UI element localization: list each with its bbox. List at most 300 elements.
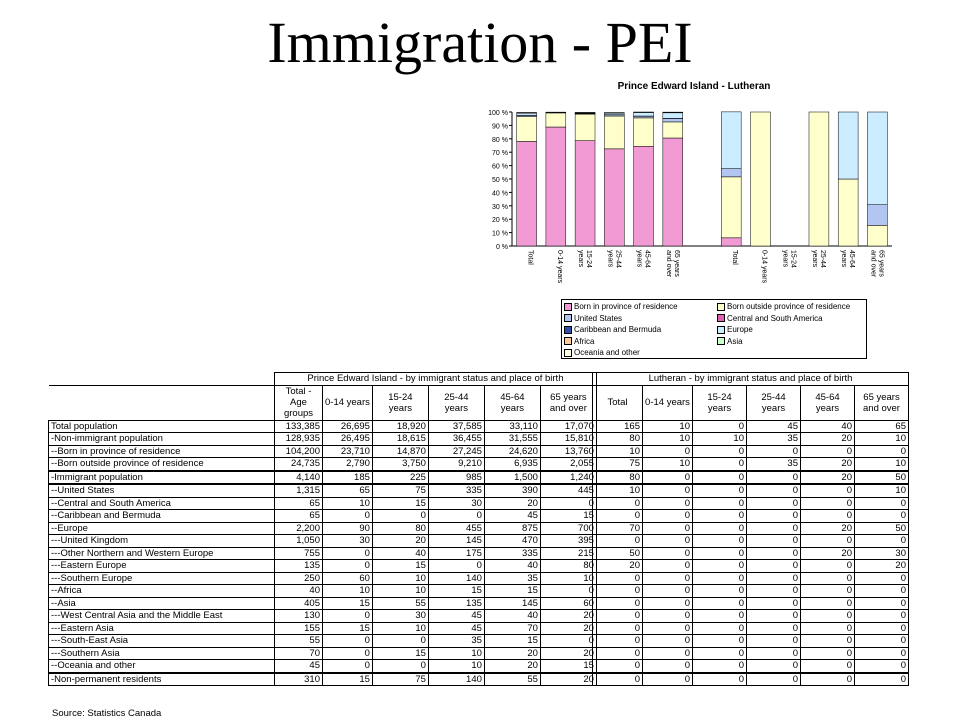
table-cell: 20 — [855, 560, 909, 573]
table-cell: 0 — [693, 445, 747, 458]
table-cell: 0 — [855, 647, 909, 660]
table-cell: 0 — [323, 510, 373, 523]
table-cell: 10 — [372, 585, 428, 598]
table-cell: 445 — [540, 484, 596, 497]
table-header-row — [49, 385, 597, 420]
table-cell: 0 — [801, 610, 855, 623]
column-header: 45-64 years — [484, 385, 540, 420]
table-row — [49, 597, 597, 610]
row-label: --United States — [49, 484, 275, 497]
table-cell: 9,210 — [428, 458, 484, 471]
table-cell: 24,620 — [484, 445, 540, 458]
table-cell: 0 — [747, 522, 801, 535]
legend-label: Oceania and other — [574, 348, 640, 357]
table-cell: 0 — [323, 547, 373, 560]
table-cell: 40 — [275, 585, 323, 598]
table-cell: 0 — [593, 660, 643, 673]
legend-item — [717, 313, 823, 325]
table-row — [593, 572, 909, 585]
bar-segment — [721, 112, 741, 169]
table-row — [593, 622, 909, 635]
table-cell: 80 — [593, 433, 643, 446]
table-header-row — [593, 385, 909, 420]
table-cell: 60 — [323, 572, 373, 585]
table-cell: 80 — [593, 471, 643, 485]
column-header: 15-24 years — [372, 385, 428, 420]
x-tick-label: Total — [731, 250, 739, 265]
table-cell: 0 — [643, 547, 693, 560]
table-cell: 10 — [643, 458, 693, 471]
table-cell: 0 — [693, 673, 747, 686]
table-cell: 20 — [801, 471, 855, 485]
table-cell: 185 — [323, 471, 373, 485]
table-cell: 0 — [643, 647, 693, 660]
table-cell: 135 — [275, 560, 323, 573]
table-cell: 20 — [593, 560, 643, 573]
table-cell: 0 — [801, 660, 855, 673]
table-cell: 20 — [801, 547, 855, 560]
x-tick-label: 45-64years — [635, 250, 651, 268]
table-cell: 15 — [540, 660, 596, 673]
table-cell: 65 — [323, 484, 373, 497]
table-row — [593, 610, 909, 623]
bar-segment — [663, 118, 683, 121]
table-cell: 55 — [275, 635, 323, 648]
legend-item — [564, 301, 678, 313]
row-label: Total population — [49, 420, 275, 433]
table-cell: 0 — [801, 484, 855, 497]
table-cell: 65 — [275, 510, 323, 523]
table-cell: 14,870 — [372, 445, 428, 458]
table-cell: 75 — [372, 673, 428, 686]
table-row — [49, 497, 597, 510]
row-label: --Caribbean and Bermuda — [49, 510, 275, 523]
table-cell: 0 — [428, 510, 484, 523]
bar-segment — [867, 225, 887, 246]
table-cell: 875 — [484, 522, 540, 535]
table-cell: 0 — [693, 497, 747, 510]
table-cell: 45 — [428, 610, 484, 623]
table-cell: 10 — [323, 497, 373, 510]
table-row — [593, 433, 909, 446]
bar-segment — [721, 177, 741, 238]
table-cell: 31,555 — [484, 433, 540, 446]
table-cell: 0 — [801, 673, 855, 686]
table-cell: 15 — [484, 635, 540, 648]
column-header: 65 years and over — [540, 385, 596, 420]
table-cell: 70 — [484, 622, 540, 635]
table-cell: 0 — [693, 647, 747, 660]
x-tick-label: 0-14 years — [555, 250, 563, 284]
table-cell: 45 — [747, 420, 801, 433]
table-cell: 18,615 — [372, 433, 428, 446]
table-cell: 0 — [593, 497, 643, 510]
table-cell: 455 — [428, 522, 484, 535]
legend-label: Asia — [727, 336, 743, 346]
table-cell: 0 — [643, 535, 693, 548]
table-cell: 130 — [275, 610, 323, 623]
table-cell: 390 — [484, 484, 540, 497]
table-cell: 1,240 — [540, 471, 596, 485]
table-cell: 6,935 — [484, 458, 540, 471]
table-cell: 0 — [323, 635, 373, 648]
table-row — [593, 535, 909, 548]
table-cell: 33,110 — [484, 420, 540, 433]
table-cell: 15 — [372, 560, 428, 573]
table-cell: 0 — [372, 635, 428, 648]
table-cell: 30 — [855, 547, 909, 560]
legend-item — [564, 347, 640, 359]
column-header: Total — [593, 385, 643, 420]
lutheran-table — [592, 372, 909, 686]
bar-segment — [575, 114, 595, 141]
table-cell: 0 — [747, 622, 801, 635]
table-cell: 70 — [275, 647, 323, 660]
y-tick-label: 10 % — [492, 230, 508, 238]
table-cell: 20 — [801, 522, 855, 535]
bar-segment — [517, 141, 537, 246]
y-tick-label: 70 % — [492, 150, 508, 158]
table-cell: 40 — [801, 420, 855, 433]
y-tick-label: 80 % — [492, 136, 508, 144]
table-cell: 0 — [747, 535, 801, 548]
table-row — [593, 484, 909, 497]
table-cell: 0 — [372, 660, 428, 673]
source-note: Source: Statistics Canada — [52, 708, 162, 719]
row-label: ---Eastern Europe — [49, 560, 275, 573]
table-cell: 0 — [801, 510, 855, 523]
table-cell: 0 — [747, 547, 801, 560]
table-cell: 0 — [693, 510, 747, 523]
table-row — [593, 458, 909, 471]
column-header: 15-24 years — [693, 385, 747, 420]
table-cell: 45 — [275, 660, 323, 673]
table-cell: 0 — [801, 622, 855, 635]
x-tick-label: 65 yearsand over — [664, 250, 680, 278]
bar-segment — [634, 112, 654, 113]
table-cell: 0 — [323, 610, 373, 623]
table-row — [49, 484, 597, 497]
bar-segment — [517, 117, 537, 142]
table-cell: 20 — [484, 497, 540, 510]
table-cell: 755 — [275, 547, 323, 560]
table-cell: 0 — [693, 560, 747, 573]
table-cell: 395 — [540, 535, 596, 548]
table-cell: 13,760 — [540, 445, 596, 458]
legend-swatch — [717, 314, 725, 322]
table-title-row — [49, 373, 597, 386]
table-cell: 10 — [428, 660, 484, 673]
table-row — [49, 660, 597, 673]
table-cell: 0 — [693, 471, 747, 485]
x-tick-label: Total — [526, 250, 534, 265]
table-row — [593, 660, 909, 673]
table-cell: 40 — [372, 547, 428, 560]
table-title: Lutheran - by immigrant status and place of birth — [593, 373, 909, 386]
column-header: 65 years and over — [855, 385, 909, 420]
table-cell: 20 — [372, 535, 428, 548]
table-cell: 0 — [747, 484, 801, 497]
table-cell: 0 — [643, 622, 693, 635]
bar-segment — [867, 112, 887, 205]
legend-swatch — [717, 337, 725, 345]
table-cell: 0 — [323, 560, 373, 573]
column-header: 25-44 years — [428, 385, 484, 420]
table-row — [593, 585, 909, 598]
table-cell: 175 — [428, 547, 484, 560]
table-cell: 55 — [372, 597, 428, 610]
table-cell: 15,810 — [540, 433, 596, 446]
table-cell: 155 — [275, 622, 323, 635]
table-cell: 0 — [693, 572, 747, 585]
row-label: ---Southern Asia — [49, 647, 275, 660]
table-cell: 55 — [484, 673, 540, 686]
x-tick-label: 15-24years — [781, 250, 797, 268]
table-cell: 15 — [484, 585, 540, 598]
row-label: --Africa — [49, 585, 275, 598]
table-cell: 70 — [593, 522, 643, 535]
row-label: ---Eastern Asia — [49, 622, 275, 635]
row-label: ---Southern Europe — [49, 572, 275, 585]
bar-segment — [867, 205, 887, 226]
table-cell: 0 — [693, 547, 747, 560]
table-cell: 0 — [855, 610, 909, 623]
table-cell: 0 — [428, 560, 484, 573]
table-cell: 335 — [484, 547, 540, 560]
table-cell: 165 — [593, 420, 643, 433]
table-cell: 0 — [747, 471, 801, 485]
table-cell: 0 — [855, 572, 909, 585]
table-cell: 145 — [428, 535, 484, 548]
table-cell: 10 — [855, 433, 909, 446]
table-cell: 0 — [801, 560, 855, 573]
x-tick-label: 25-44years — [606, 250, 622, 268]
row-label: ---United Kingdom — [49, 535, 275, 548]
table-cell: 20 — [484, 647, 540, 660]
table-row — [49, 585, 597, 598]
table-cell: 145 — [484, 597, 540, 610]
table-cell: 104,200 — [275, 445, 323, 458]
table-cell: 30 — [323, 535, 373, 548]
table-cell: 140 — [428, 673, 484, 686]
table-cell: 10 — [855, 458, 909, 471]
table-cell: 65 — [275, 497, 323, 510]
table-cell: 0 — [747, 610, 801, 623]
table-cell: 0 — [801, 497, 855, 510]
table-row — [593, 510, 909, 523]
chart-legend — [561, 299, 867, 359]
table-cell: 250 — [275, 572, 323, 585]
column-header: 45-64 years — [801, 385, 855, 420]
chart-title: Prince Edward Island - Lutheran — [617, 81, 771, 92]
table-cell: 0 — [593, 510, 643, 523]
table-cell: 0 — [747, 635, 801, 648]
legend-swatch — [564, 326, 572, 334]
table-cell: 310 — [275, 673, 323, 686]
table-cell: 75 — [593, 458, 643, 471]
bar-segment — [634, 118, 654, 146]
table-cell: 0 — [801, 535, 855, 548]
table-row — [593, 635, 909, 648]
table-row — [49, 560, 597, 573]
table-cell: 0 — [643, 635, 693, 648]
table-cell: 335 — [428, 484, 484, 497]
table-cell: 15 — [428, 585, 484, 598]
table-cell: 0 — [855, 497, 909, 510]
y-tick-label: 20 % — [492, 217, 508, 225]
table-cell: 0 — [693, 535, 747, 548]
table-cell: 0 — [593, 610, 643, 623]
table-cell: 0 — [693, 458, 747, 471]
table-cell: 10 — [372, 622, 428, 635]
table-cell: 36,455 — [428, 433, 484, 446]
table-cell: 0 — [855, 510, 909, 523]
table-row — [593, 471, 909, 485]
table-cell: 0 — [693, 585, 747, 598]
table-cell: 0 — [693, 660, 747, 673]
table-cell: 24,735 — [275, 458, 323, 471]
table-cell: 0 — [801, 445, 855, 458]
table-row — [49, 535, 597, 548]
table-cell: 40 — [484, 560, 540, 573]
table-cell: 0 — [372, 510, 428, 523]
bar-segment — [663, 113, 683, 118]
bar-segment — [604, 116, 624, 149]
table-cell: 1,500 — [484, 471, 540, 485]
column-header: 0-14 years — [323, 385, 373, 420]
table-cell: 215 — [540, 547, 596, 560]
legend-swatch — [717, 303, 725, 311]
legend-swatch — [717, 326, 725, 334]
x-tick-label: 0-14 years — [760, 250, 768, 284]
table-cell: 0 — [643, 560, 693, 573]
y-tick-label: 40 % — [492, 190, 508, 198]
row-label: --Born outside province of residence — [49, 458, 275, 471]
table-cell: 1,050 — [275, 535, 323, 548]
table-cell: 0 — [801, 585, 855, 598]
table-cell: 0 — [693, 597, 747, 610]
bar-segment — [546, 127, 566, 246]
table-cell: 0 — [593, 673, 643, 686]
table-cell: 0 — [643, 597, 693, 610]
y-tick-label: 90 % — [492, 123, 508, 131]
table-row — [49, 522, 597, 535]
y-tick-label: 50 % — [492, 177, 508, 184]
table-cell: 0 — [747, 510, 801, 523]
row-label: -Immigrant population — [49, 471, 275, 485]
table-row — [593, 560, 909, 573]
legend-label: Central and South America — [727, 313, 823, 323]
table-cell: 0 — [747, 597, 801, 610]
y-tick-label: 100 % — [488, 110, 508, 117]
table-cell: 4,140 — [275, 471, 323, 485]
table-cell: 0 — [643, 610, 693, 623]
table-cell: 0 — [593, 647, 643, 660]
table-cell: 140 — [428, 572, 484, 585]
table-cell: 60 — [540, 597, 596, 610]
table-cell: 0 — [747, 572, 801, 585]
table-cell: 27,245 — [428, 445, 484, 458]
table-cell: 40 — [484, 610, 540, 623]
table-cell: 0 — [643, 445, 693, 458]
table-cell: 50 — [593, 547, 643, 560]
table-cell: 0 — [747, 497, 801, 510]
table-cell: 2,055 — [540, 458, 596, 471]
table-cell: 18,920 — [372, 420, 428, 433]
table-cell: 0 — [747, 445, 801, 458]
table-cell: 0 — [801, 647, 855, 660]
y-tick-label: 60 % — [492, 163, 508, 171]
table-row — [49, 635, 597, 648]
table-row — [49, 622, 597, 635]
column-header: Total - Age groups — [275, 385, 323, 420]
y-tick-label: 30 % — [492, 203, 508, 211]
table-cell: 0 — [801, 635, 855, 648]
table-cell: 0 — [643, 497, 693, 510]
legend-item — [564, 313, 622, 325]
table-cell: 20 — [540, 610, 596, 623]
table-cell: 0 — [747, 647, 801, 660]
blank-cell — [49, 385, 275, 420]
table-cell: 50 — [855, 471, 909, 485]
bar-segment — [546, 113, 566, 127]
table-cell: 35 — [428, 635, 484, 648]
table-cell: 700 — [540, 522, 596, 535]
table-title: Prince Edward Island - by immigrant status and place of birth — [275, 373, 597, 386]
table-cell: 0 — [747, 560, 801, 573]
legend-swatch — [564, 303, 572, 311]
stacked-bar-chart — [460, 76, 900, 298]
table-row — [593, 420, 909, 433]
page-title: Immigration - PEI — [267, 10, 693, 75]
table-cell: 10 — [428, 647, 484, 660]
table-cell: 0 — [593, 622, 643, 635]
table-cell: 17,070 — [540, 420, 596, 433]
table-cell: 75 — [372, 484, 428, 497]
table-cell: 23,710 — [323, 445, 373, 458]
table-row — [593, 673, 909, 686]
table-row — [49, 673, 597, 686]
row-label: -Non-permanent residents — [49, 673, 275, 686]
table-cell: 15 — [323, 673, 373, 686]
bar-segment — [575, 141, 595, 246]
table-cell: 0 — [855, 673, 909, 686]
legend-label: Born outside province of residence — [727, 302, 851, 311]
table-cell: 0 — [693, 635, 747, 648]
row-label: ---South-East Asia — [49, 635, 275, 648]
table-cell: 128,935 — [275, 433, 323, 446]
table-cell: 0 — [855, 660, 909, 673]
legend-label: United States — [574, 313, 623, 323]
table-cell: 30 — [372, 610, 428, 623]
table-cell: 0 — [801, 572, 855, 585]
table-cell: 20 — [540, 622, 596, 635]
table-row — [49, 433, 597, 446]
table-cell: 15 — [323, 597, 373, 610]
table-cell: 26,495 — [323, 433, 373, 446]
table-cell: 3,750 — [372, 458, 428, 471]
table-cell: 0 — [643, 484, 693, 497]
table-cell: 0 — [747, 660, 801, 673]
table-cell: 26,695 — [323, 420, 373, 433]
table-cell: 45 — [428, 622, 484, 635]
table-row — [49, 547, 597, 560]
table-cell: 0 — [593, 635, 643, 648]
legend-item — [717, 301, 850, 313]
bar-segment — [634, 146, 654, 246]
table-cell: 37,585 — [428, 420, 484, 433]
table-cell: 405 — [275, 597, 323, 610]
